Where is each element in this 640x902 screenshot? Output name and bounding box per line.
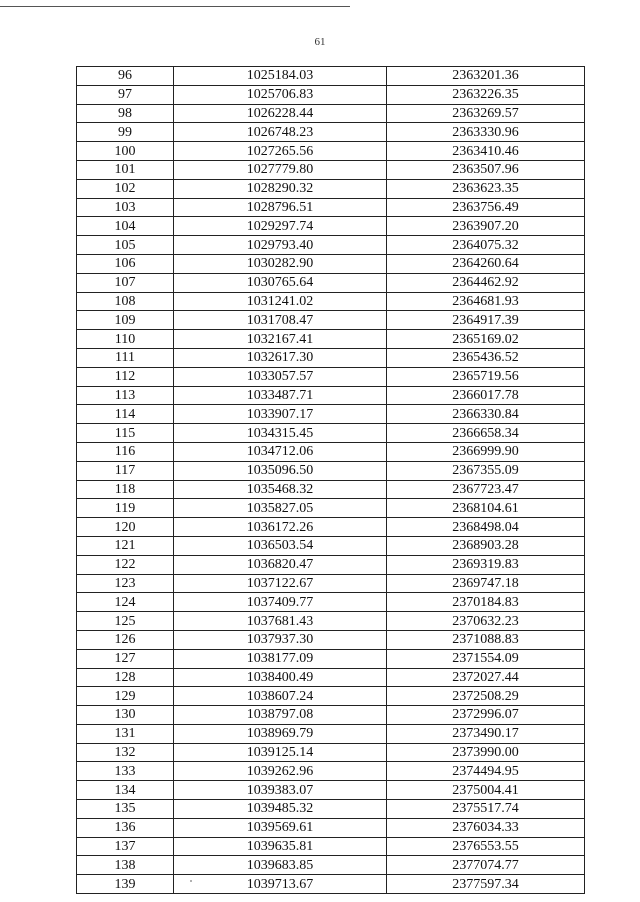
x-coordinate-cell: 1031241.02 [174, 292, 387, 311]
y-coordinate-cell: 2363410.46 [387, 142, 585, 161]
y-coordinate-cell: 2366658.34 [387, 424, 585, 443]
point-number-cell: 138 [77, 856, 174, 875]
x-coordinate-cell: 1036503.54 [174, 536, 387, 555]
y-coordinate-cell: 2373490.17 [387, 724, 585, 743]
x-coordinate-cell: 1031708.47 [174, 311, 387, 330]
point-number-cell: 116 [77, 442, 174, 461]
table-row [77, 179, 585, 198]
top-rule [0, 6, 350, 7]
x-coordinate-cell: 1035827.05 [174, 499, 387, 518]
x-coordinate-cell: 1036172.26 [174, 518, 387, 537]
x-coordinate-cell: 1039569.61 [174, 818, 387, 837]
table-row [77, 668, 585, 687]
point-number-cell: 133 [77, 762, 174, 781]
x-coordinate-cell: 1038607.24 [174, 687, 387, 706]
table-row [77, 198, 585, 217]
x-coordinate-cell: 1034712.06 [174, 442, 387, 461]
x-coordinate-cell: 1039383.07 [174, 781, 387, 800]
y-coordinate-cell: 2370632.23 [387, 612, 585, 631]
point-number-cell: 119 [77, 499, 174, 518]
table-row [77, 142, 585, 161]
y-coordinate-cell: 2363201.36 [387, 67, 585, 86]
x-coordinate-cell: 1039713.67 [174, 875, 387, 894]
y-coordinate-cell: 2365719.56 [387, 367, 585, 386]
point-number-cell: 136 [77, 818, 174, 837]
point-number-cell: 127 [77, 649, 174, 668]
x-coordinate-cell: 1039635.81 [174, 837, 387, 856]
table-row [77, 762, 585, 781]
y-coordinate-cell: 2364075.32 [387, 236, 585, 255]
x-coordinate-cell: 1033907.17 [174, 405, 387, 424]
point-number-cell: 131 [77, 724, 174, 743]
point-number-cell: 110 [77, 330, 174, 349]
table-row [77, 743, 585, 762]
y-coordinate-cell: 2364260.64 [387, 254, 585, 273]
point-number-cell: 99 [77, 123, 174, 142]
y-coordinate-cell: 2363756.49 [387, 198, 585, 217]
y-coordinate-cell: 2368903.28 [387, 536, 585, 555]
point-number-cell: 120 [77, 518, 174, 537]
table-row [77, 424, 585, 443]
x-coordinate-cell: 1038400.49 [174, 668, 387, 687]
point-number-cell: 111 [77, 348, 174, 367]
x-coordinate-cell: 1039262.96 [174, 762, 387, 781]
x-coordinate-cell: 1036820.47 [174, 555, 387, 574]
x-coordinate-cell: 1026228.44 [174, 104, 387, 123]
point-number-cell: 106 [77, 254, 174, 273]
table-row [77, 104, 585, 123]
x-coordinate-cell: 1032167.41 [174, 330, 387, 349]
y-coordinate-cell: 2363907.20 [387, 217, 585, 236]
page-number: 61 [314, 36, 326, 48]
x-coordinate-cell: 1037937.30 [174, 630, 387, 649]
point-number-cell: 130 [77, 706, 174, 725]
y-coordinate-cell: 2369319.83 [387, 555, 585, 574]
point-number-cell: 132 [77, 743, 174, 762]
table-row [77, 630, 585, 649]
x-coordinate-cell: 1035468.32 [174, 480, 387, 499]
x-coordinate-cell: 1029297.74 [174, 217, 387, 236]
y-coordinate-cell: 2364917.39 [387, 311, 585, 330]
x-coordinate-cell: 1033057.57 [174, 367, 387, 386]
y-coordinate-cell: 2373990.00 [387, 743, 585, 762]
table-row [77, 706, 585, 725]
x-coordinate-cell: 1038969.79 [174, 724, 387, 743]
scan-speck [190, 880, 192, 882]
table-row [77, 555, 585, 574]
x-coordinate-cell: 1039683.85 [174, 856, 387, 875]
table-row [77, 254, 585, 273]
point-number-cell: 114 [77, 405, 174, 424]
y-coordinate-cell: 2376034.33 [387, 818, 585, 837]
point-number-cell: 105 [77, 236, 174, 255]
y-coordinate-cell: 2366330.84 [387, 405, 585, 424]
table-row [77, 800, 585, 819]
point-number-cell: 100 [77, 142, 174, 161]
table-row [77, 330, 585, 349]
table-row [77, 67, 585, 86]
table-row [77, 612, 585, 631]
x-coordinate-cell: 1028796.51 [174, 198, 387, 217]
y-coordinate-cell: 2367723.47 [387, 480, 585, 499]
table-row [77, 781, 585, 800]
point-number-cell: 96 [77, 67, 174, 86]
table-row [77, 442, 585, 461]
table-row [77, 461, 585, 480]
point-number-cell: 115 [77, 424, 174, 443]
y-coordinate-cell: 2376553.55 [387, 837, 585, 856]
table-row [77, 574, 585, 593]
table-row [77, 85, 585, 104]
y-coordinate-cell: 2364681.93 [387, 292, 585, 311]
table-row [77, 649, 585, 668]
point-number-cell: 134 [77, 781, 174, 800]
x-coordinate-cell: 1032617.30 [174, 348, 387, 367]
y-coordinate-cell: 2372508.29 [387, 687, 585, 706]
table-row [77, 724, 585, 743]
table-row [77, 518, 585, 537]
point-number-cell: 128 [77, 668, 174, 687]
x-coordinate-cell: 1026748.23 [174, 123, 387, 142]
table-row [77, 480, 585, 499]
point-number-cell: 126 [77, 630, 174, 649]
point-number-cell: 135 [77, 800, 174, 819]
coordinate-table [76, 66, 585, 894]
y-coordinate-cell: 2377597.34 [387, 875, 585, 894]
y-coordinate-cell: 2368104.61 [387, 499, 585, 518]
y-coordinate-cell: 2363226.35 [387, 85, 585, 104]
table-row [77, 292, 585, 311]
table-row [77, 405, 585, 424]
table-row [77, 818, 585, 837]
y-coordinate-cell: 2363507.96 [387, 160, 585, 179]
y-coordinate-cell: 2366017.78 [387, 386, 585, 405]
point-number-cell: 137 [77, 837, 174, 856]
x-coordinate-cell: 1033487.71 [174, 386, 387, 405]
table-row [77, 593, 585, 612]
y-coordinate-cell: 2377074.77 [387, 856, 585, 875]
table-row [77, 536, 585, 555]
table-row [77, 687, 585, 706]
table-row [77, 236, 585, 255]
table-row [77, 367, 585, 386]
y-coordinate-cell: 2371554.09 [387, 649, 585, 668]
y-coordinate-cell: 2375004.41 [387, 781, 585, 800]
y-coordinate-cell: 2372996.07 [387, 706, 585, 725]
point-number-cell: 104 [77, 217, 174, 236]
point-number-cell: 124 [77, 593, 174, 612]
y-coordinate-cell: 2365169.02 [387, 330, 585, 349]
x-coordinate-cell: 1038797.08 [174, 706, 387, 725]
point-number-cell: 107 [77, 273, 174, 292]
point-number-cell: 117 [77, 461, 174, 480]
x-coordinate-cell: 1030765.64 [174, 273, 387, 292]
point-number-cell: 108 [77, 292, 174, 311]
table-row [77, 837, 585, 856]
x-coordinate-cell: 1025184.03 [174, 67, 387, 86]
table-row [77, 348, 585, 367]
x-coordinate-cell: 1039485.32 [174, 800, 387, 819]
table-row [77, 386, 585, 405]
y-coordinate-cell: 2363269.57 [387, 104, 585, 123]
point-number-cell: 129 [77, 687, 174, 706]
point-number-cell: 103 [77, 198, 174, 217]
point-number-cell: 113 [77, 386, 174, 405]
x-coordinate-cell: 1030282.90 [174, 254, 387, 273]
point-number-cell: 125 [77, 612, 174, 631]
point-number-cell: 118 [77, 480, 174, 499]
point-number-cell: 139 [77, 875, 174, 894]
y-coordinate-cell: 2372027.44 [387, 668, 585, 687]
x-coordinate-cell: 1039125.14 [174, 743, 387, 762]
table-row [77, 311, 585, 330]
point-number-cell: 122 [77, 555, 174, 574]
point-number-cell: 98 [77, 104, 174, 123]
x-coordinate-cell: 1025706.83 [174, 85, 387, 104]
table-row [77, 273, 585, 292]
point-number-cell: 112 [77, 367, 174, 386]
x-coordinate-cell: 1028290.32 [174, 179, 387, 198]
table-row [77, 160, 585, 179]
x-coordinate-cell: 1037681.43 [174, 612, 387, 631]
table-row [77, 217, 585, 236]
y-coordinate-cell: 2368498.04 [387, 518, 585, 537]
table-row [77, 856, 585, 875]
y-coordinate-cell: 2367355.09 [387, 461, 585, 480]
x-coordinate-cell: 1038177.09 [174, 649, 387, 668]
y-coordinate-cell: 2370184.83 [387, 593, 585, 612]
y-coordinate-cell: 2371088.83 [387, 630, 585, 649]
y-coordinate-cell: 2364462.92 [387, 273, 585, 292]
y-coordinate-cell: 2366999.90 [387, 442, 585, 461]
point-number-cell: 102 [77, 179, 174, 198]
x-coordinate-cell: 1035096.50 [174, 461, 387, 480]
y-coordinate-cell: 2365436.52 [387, 348, 585, 367]
point-number-cell: 121 [77, 536, 174, 555]
y-coordinate-cell: 2363623.35 [387, 179, 585, 198]
x-coordinate-cell: 1037122.67 [174, 574, 387, 593]
table-row [77, 875, 585, 894]
point-number-cell: 97 [77, 85, 174, 104]
x-coordinate-cell: 1027779.80 [174, 160, 387, 179]
y-coordinate-cell: 2363330.96 [387, 123, 585, 142]
x-coordinate-cell: 1037409.77 [174, 593, 387, 612]
table-row [77, 499, 585, 518]
y-coordinate-cell: 2375517.74 [387, 800, 585, 819]
y-coordinate-cell: 2369747.18 [387, 574, 585, 593]
y-coordinate-cell: 2374494.95 [387, 762, 585, 781]
coordinate-table-body [77, 67, 585, 894]
table-row [77, 123, 585, 142]
x-coordinate-cell: 1034315.45 [174, 424, 387, 443]
point-number-cell: 109 [77, 311, 174, 330]
x-coordinate-cell: 1027265.56 [174, 142, 387, 161]
x-coordinate-cell: 1029793.40 [174, 236, 387, 255]
point-number-cell: 101 [77, 160, 174, 179]
point-number-cell: 123 [77, 574, 174, 593]
